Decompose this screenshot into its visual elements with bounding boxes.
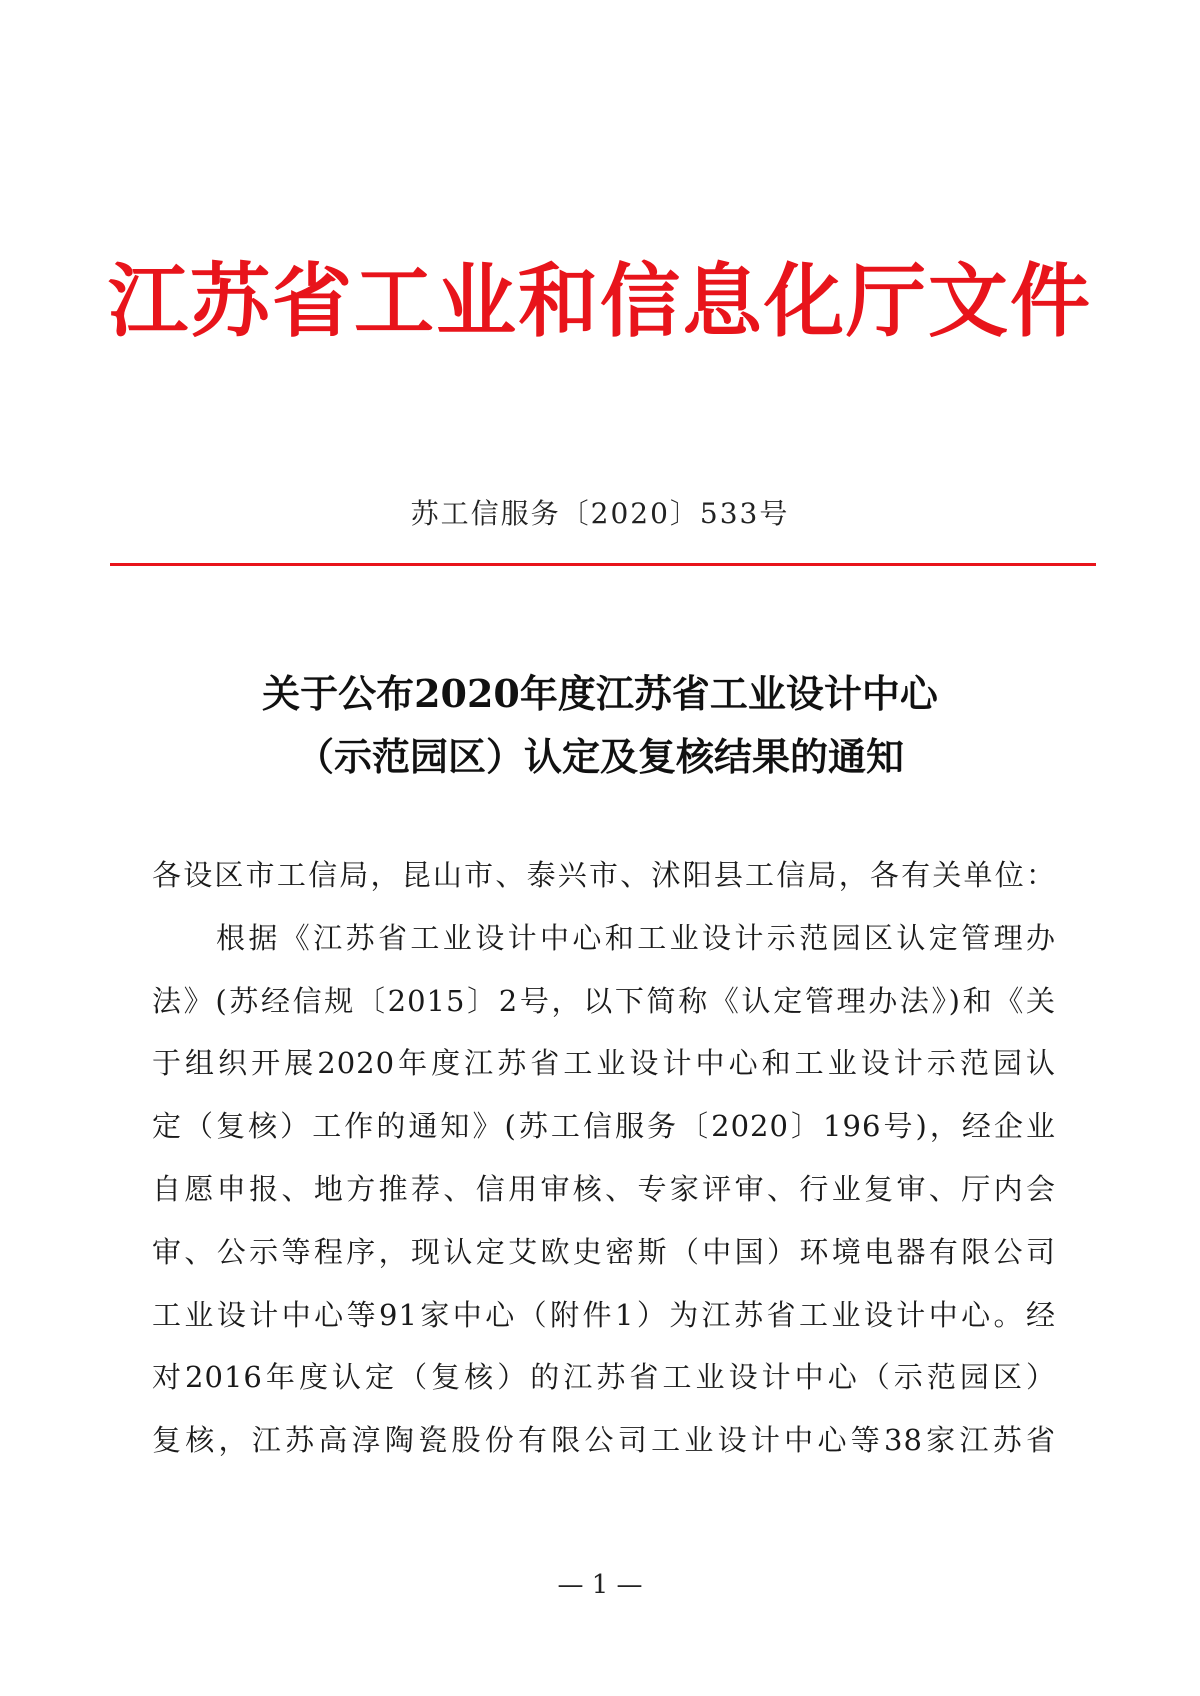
- body-line: 审、公示等程序，现认定艾欧史密斯（中国）环境电器有限公司: [152, 1234, 1056, 1269]
- body-line: 根据《江苏省工业设计中心和工业设计示范园区认定管理办: [216, 920, 1056, 955]
- notice-title-line-2: （示范园区）认定及复核结果的通知: [295, 734, 904, 779]
- notice-title-line-1: 关于公布2020年度江苏省工业设计中心: [262, 671, 938, 716]
- body-line: 于组织开展2020年度江苏省工业设计中心和工业设计示范园认: [152, 1046, 1056, 1081]
- body-line: 法》(苏经信规〔2015〕2号，以下简称《认定管理办法》)和《关: [152, 983, 1056, 1018]
- red-divider: [110, 563, 1096, 566]
- notice-title: [0, 662, 1200, 788]
- body-line: 对2016年度认定（复核）的江苏省工业设计中心（示范园区）: [152, 1360, 1056, 1395]
- body-line: 自愿申报、地方推荐、信用审核、专家评审、行业复审、厅内会: [152, 1171, 1056, 1206]
- body-line: 工业设计中心等91家中心（附件1）为江苏省工业设计中心。经: [152, 1297, 1056, 1332]
- salutation: 各设区市工信局，昆山市、泰兴市、沭阳县工信局，各有关单位：: [152, 858, 1056, 892]
- masthead-title: 江苏省工业和信息化厅文件: [108, 255, 1092, 348]
- body-line: 定（复核）工作的通知》(苏工信服务〔2020〕196号)，经企业: [152, 1109, 1056, 1144]
- page-number: — 1 —: [557, 1570, 643, 1600]
- body-line: 复核，江苏高淳陶瓷股份有限公司工业设计中心等38家江苏省: [152, 1423, 1056, 1458]
- notice-body: [152, 844, 1056, 1472]
- document-number: 苏工信服务〔2020〕533号: [410, 497, 790, 530]
